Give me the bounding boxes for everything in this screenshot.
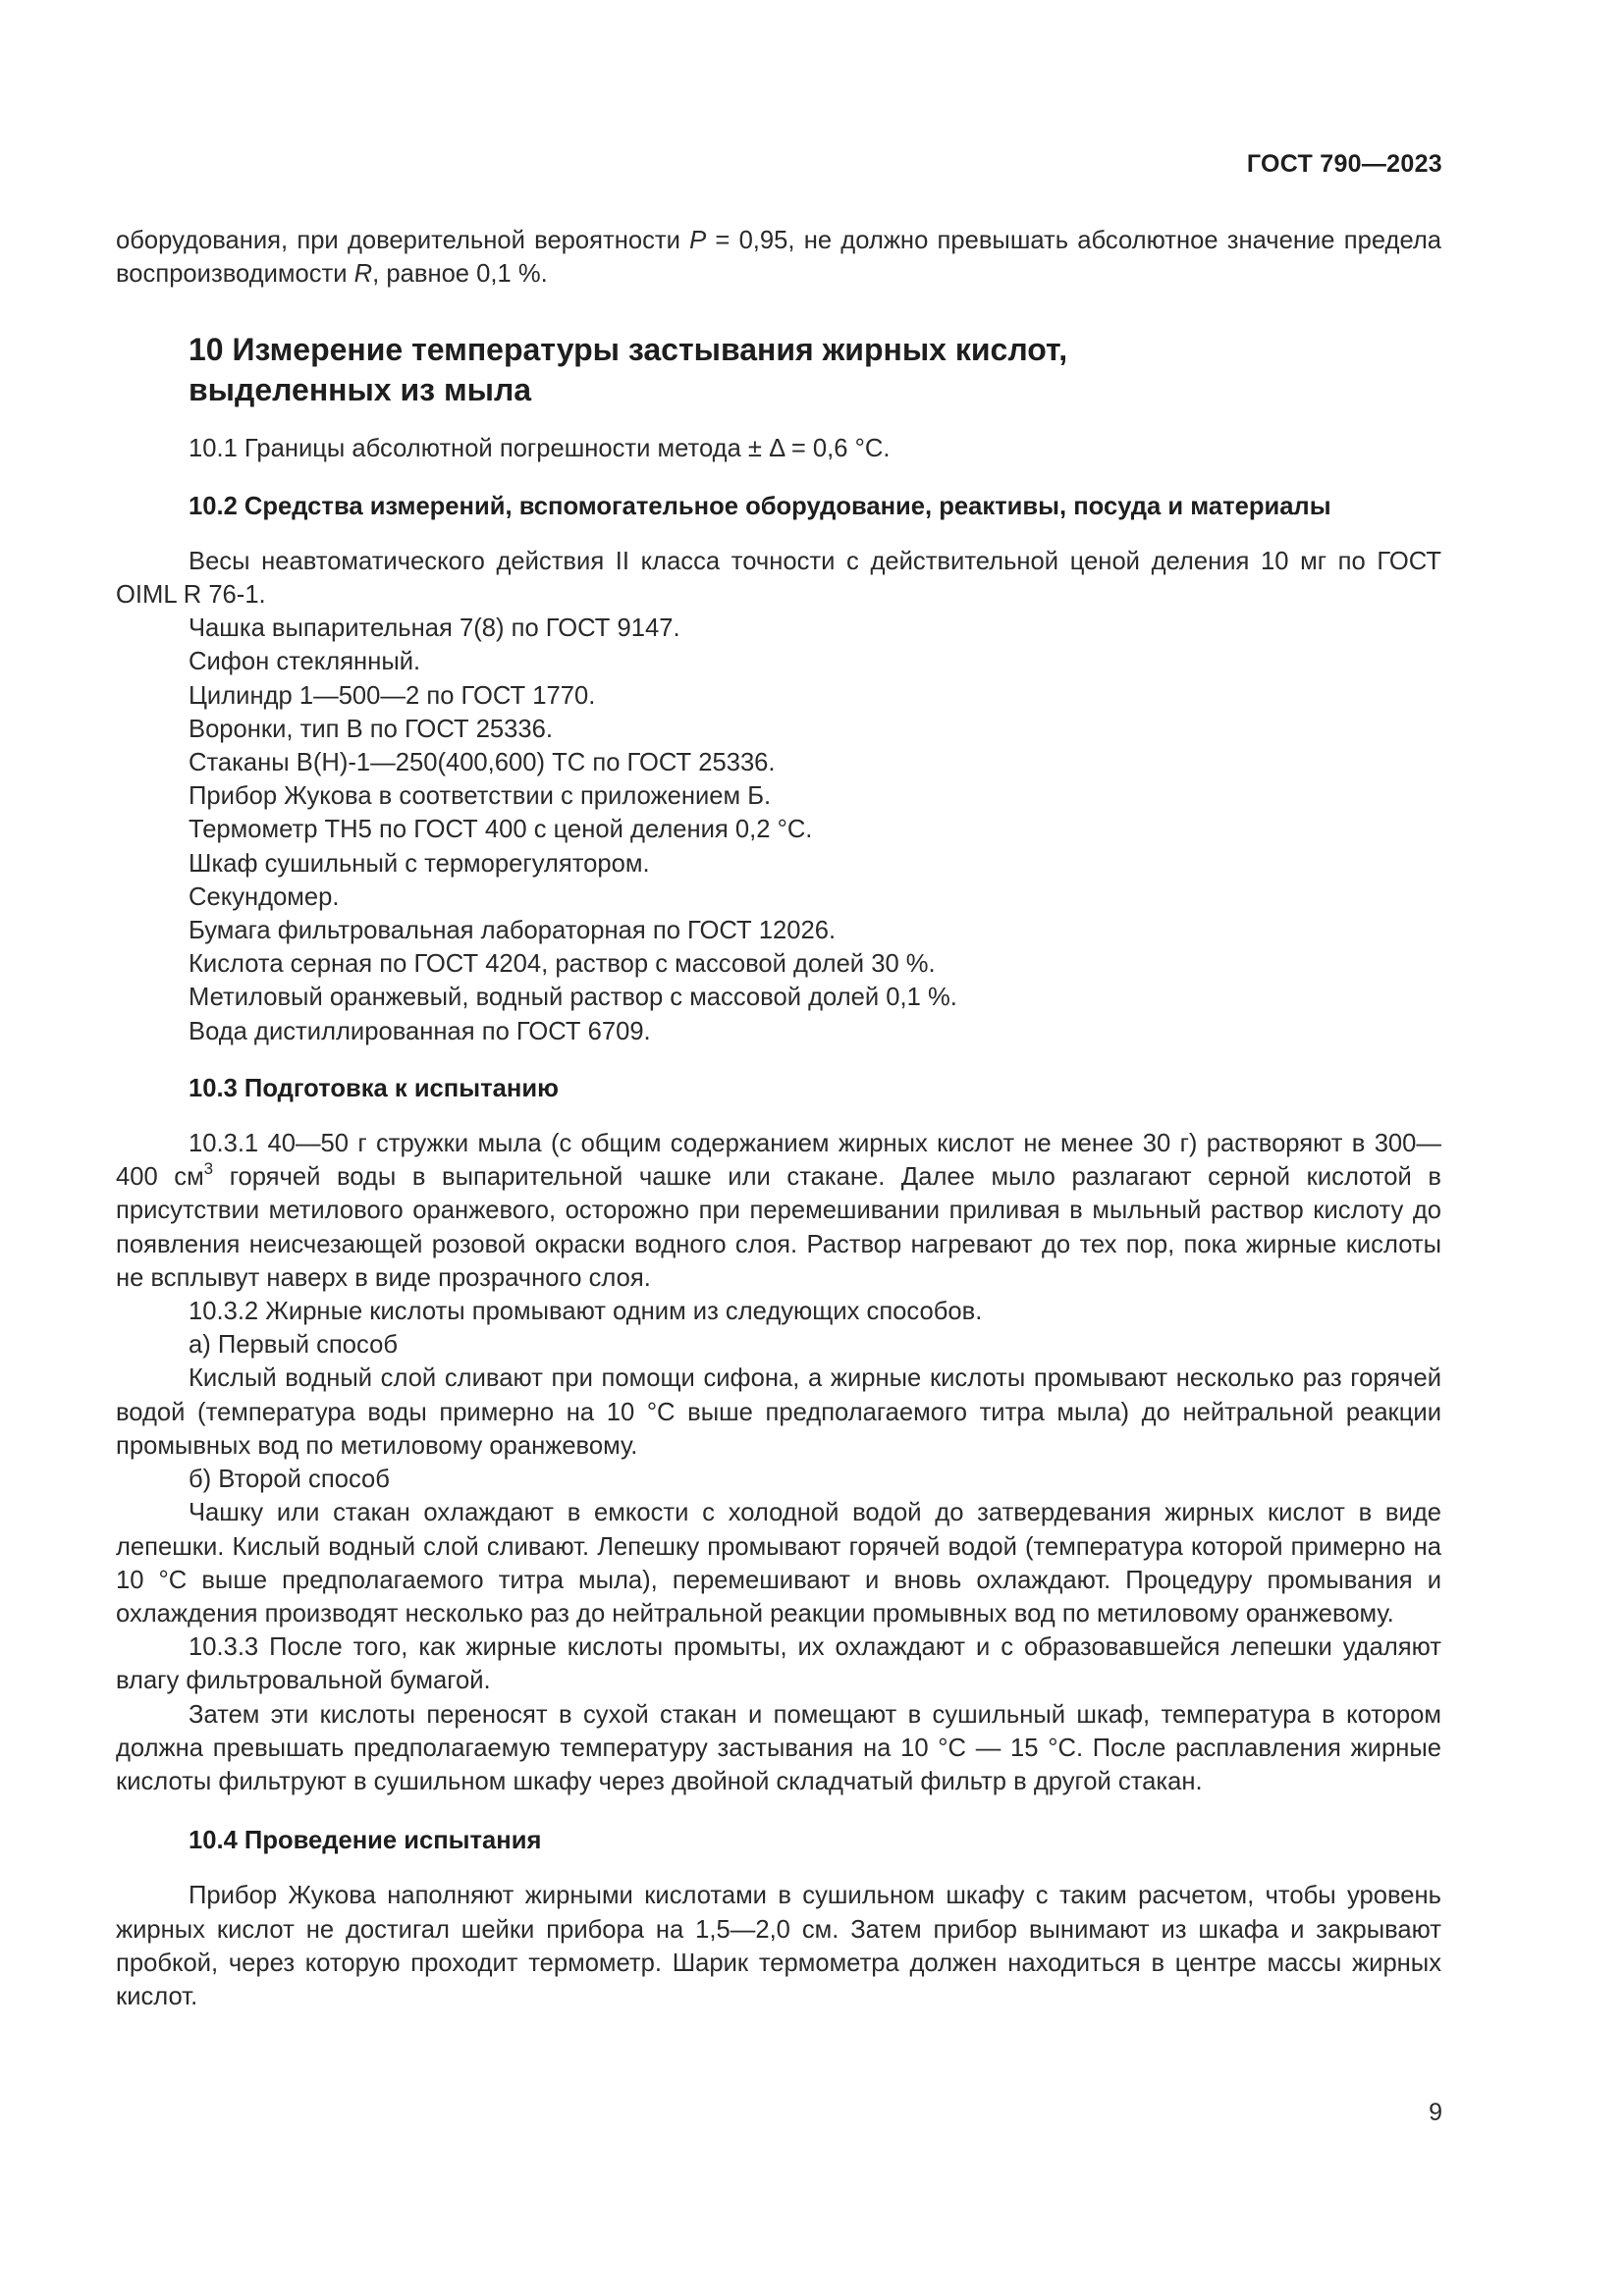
variable-r: R — [353, 260, 373, 289]
list-item: Секундомер. — [189, 882, 340, 911]
method-b-text: Чашку или стакан охлаждают в емкости с холодной водой до затвердевания жирных кислот в виде лепешки. Кислый водный слой сливают. Лепешку промывают горячей водой (температура которой примерно на 10 °С выше предполагаемого титра мыла), перемешивают и вновь охлаждают. Процедуру промывания и охлаждения производят несколько раз до нейтральной реакции промывных вод по метиловому оранжевому. — [116, 1499, 1441, 1628]
method-a-label: а) Первый способ — [189, 1331, 398, 1360]
list-item: Вода дистиллированная по ГОСТ 6709. — [189, 1017, 651, 1045]
equipment-list — [116, 612, 1441, 1048]
variable-p: P — [689, 227, 707, 254]
list-item: Термометр ТН5 по ГОСТ 400 с ценой деления 0,2 °С. — [189, 816, 813, 844]
clause-10-3-3-continued: Затем эти кислоты переносят в сухой стакан и помещают в сушильный шкаф, температура в котором должна превышать предполагаемую температуру застывания на 10 °С — 15 °С. После расплавления жирные кислоты фильтруют в сушильном шкафу через двойной складчатый фильтр в другой стакан. — [116, 1700, 1441, 1795]
page-number: 9 — [1429, 2099, 1442, 2126]
heading-10-4: 10.4 Проведение испытания — [189, 1827, 542, 1855]
list-item: Стаканы В(Н)-1—250(400,600) ТС по ГОСТ 25336. — [189, 749, 776, 777]
list-item: Воронки, тип В по ГОСТ 25336. — [189, 715, 553, 743]
list-item: Прибор Жукова в соответствии с приложением Б. — [189, 782, 772, 811]
clause-10-3-3: 10.3.3 После того, как жирные кислоты промыты, их охлаждают и с образовавшейся лепешки удаляют влагу фильтровальной бумагой. — [116, 1633, 1441, 1695]
clause-10-3-1: 10.3.1 40—50 г стружки мыла (с общим содержанием жирных кислот не менее 30 г) растворяют в 300—400 $см^3$ горячей воды в выпарительной чашке или стакане. Далее мыло разлагают серной кислотой в присутствии метилового оранжевого, осторожно при перемешивании приливая в мыльный раствор кислоту до появления неисчезающей розовой окраски водного слоя. Раствор нагревают до тех пор, пока жирные кислоты не всплывут наверх в виде прозрачного слоя. — [116, 1130, 1441, 1292]
method-b-label: б) Второй способ — [189, 1466, 390, 1494]
list-item: Чашка выпарительная 7(8) по ГОСТ 9147. — [189, 614, 680, 643]
method-a-text: Кислый водный слой сливают при помощи сифона, а жирные кислоты промывают несколько раз горячей водой (температура воды примерно на 10 °С выше предполагаемого титра мыла) до нейтральной реакции промывных вод по метиловому оранжевому. — [116, 1364, 1441, 1460]
clause-10-1: 10.1 Границы абсолютной погрешности метода ± Δ = 0,6 °С. — [189, 435, 891, 463]
list-item: Сифон стеклянный. — [189, 648, 421, 676]
list-item: Метиловый оранжевый, водный раствор с массовой долей 0,1 %. — [189, 984, 957, 1012]
list-item: Цилиндр 1—500—2 по ГОСТ 1770. — [189, 681, 596, 710]
superscript-3: 3 — [203, 1159, 214, 1179]
intro-paragraph: оборудования, при доверительной вероятности P = 0,95, не должно превышать абсолютное значение предела воспроизводимости R, равное 0,1 %. — [116, 227, 1441, 289]
heading-10-3: 10.3 Подготовка к испытанию — [189, 1074, 559, 1102]
clause-10-3-2: 10.3.2 Жирные кислоты промывают одним из следующих способов. — [189, 1298, 983, 1326]
section-title: 10 Измерение температуры застывания жирных кислот, выделенных из мыла — [189, 332, 1068, 408]
heading-10-2: 10.2 Средства измерений, вспомогательное оборудование, реактивы, посуда и материалы — [189, 492, 1331, 520]
list-item: Бумага фильтровальная лабораторная по ГОСТ 12026. — [189, 917, 837, 945]
document-code: ГОСТ 790—2023 — [1246, 150, 1442, 178]
document-body — [116, 224, 1441, 2013]
list-item: Шкаф сушильный с терморегулятором. — [189, 849, 650, 878]
clause-10-4-text: Прибор Жукова наполняют жирными кислотами в сушильном шкафу с таким расчетом, чтобы уровень жирных кислот не достигал шейки прибора на 1,5—2,0 см. Затем прибор вынимают из шкафа и закрывают пробкой, через которую проходит термометр. Шарик термометра должен находиться в центре массы жирных кислот. — [116, 1882, 1441, 2010]
list-item: Кислота серная по ГОСТ 4204, раствор с массовой долей 30 %. — [189, 950, 936, 979]
equipment-scales: Весы неавтоматического действия II класса точности с действительной ценой деления 10 мг по ГОСТ OIML R 76-1. — [116, 547, 1441, 610]
